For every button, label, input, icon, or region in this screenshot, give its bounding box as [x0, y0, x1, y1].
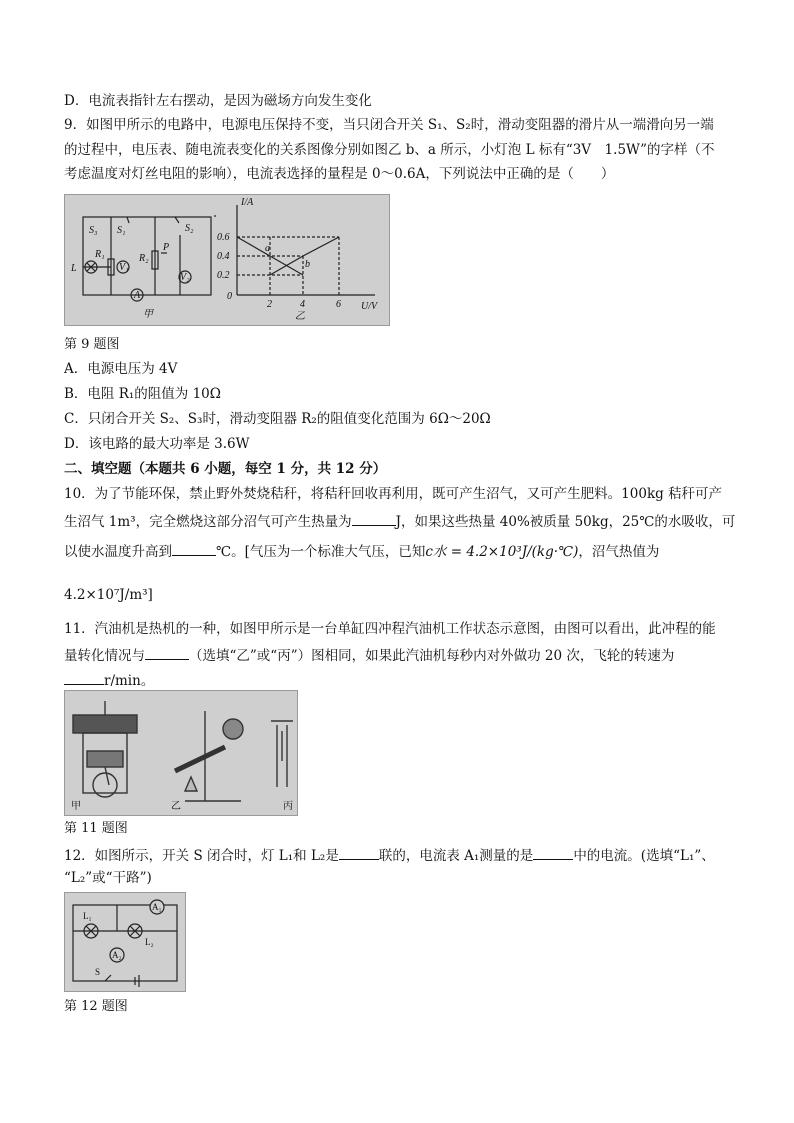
graph-line-b: b	[305, 259, 310, 270]
graph-line-a: a	[265, 243, 270, 254]
q10-text-d: ℃。[气压为一个标准大气压，已知	[216, 544, 426, 560]
option-q9-b: B．电阻 R₁的阻值为 10Ω	[64, 386, 221, 402]
graph-ylabel: I/A	[241, 197, 254, 208]
q10-blank-1[interactable]	[352, 511, 396, 526]
graph-x-tick-1: 2	[267, 299, 272, 310]
fig12-label-l2: L₂	[145, 937, 154, 947]
label-s1: S₁	[117, 225, 126, 236]
q12-text-a: 12．如图所示，开关 S 闭合时，灯 L₁和 L₂是	[64, 848, 339, 864]
q10-text-c: 以使水温度升高到	[64, 544, 172, 560]
graph-origin: 0	[227, 291, 232, 302]
graph-x-tick-2: 4	[300, 299, 305, 310]
fig12-label-s: S	[95, 967, 101, 977]
q10-text-b: J，如果这些热量 40%被质量 50kg，25℃的水吸收，可	[395, 514, 736, 530]
label-l: L	[71, 263, 77, 274]
figure-12-drawing	[65, 893, 185, 991]
question-9-line-2: 的过程中，电压表、随电流表变化的关系图像分别如图乙 b、a 所示，小灯泡 L 标有“3V 1.5W”的字样（不	[64, 142, 715, 158]
figure-12	[64, 892, 186, 992]
q11-blank-2[interactable]	[64, 670, 104, 685]
label-s3: S₃	[89, 225, 98, 236]
fig12-label-a1: A₁	[152, 902, 162, 912]
option-q9-c: C．只闭合开关 S₂、S₃时，滑动变阻器 R₂的阻值变化范围为 6Ω～20Ω	[64, 411, 491, 427]
figure-9	[64, 194, 390, 326]
q11-text-a: 量转化情况与	[64, 648, 145, 664]
question-10-line-2	[64, 511, 735, 531]
label-r2: R₂	[139, 253, 149, 264]
question-11-line-1: 11．汽油机是热机的一种，如图甲所示是一台单缸四冲程汽油机工作状态示意图，由图可以看出，此冲程的能	[64, 621, 716, 637]
label-s2: S₂	[185, 223, 194, 234]
question-12-line-1	[64, 845, 715, 865]
label-a: A	[134, 290, 141, 301]
figure-9-caption: 第 9 题图	[64, 337, 120, 352]
fig12-label-a2: A₂	[112, 950, 122, 960]
label-jia: 甲	[143, 309, 153, 320]
option-q9-d: D．该电路的最大功率是 3.6W	[64, 436, 250, 452]
figure-12-caption: 第 12 题图	[64, 999, 128, 1014]
question-10-line-3	[64, 541, 659, 561]
label-v1: V₁	[119, 262, 129, 273]
label-v2: V₂	[180, 272, 190, 283]
q10-text-e: ，沼气热值为	[578, 544, 660, 560]
q11-text-b: （选填“乙”或“丙”）图相同，如果此汽油机每秒内对外做功 20 次，飞轮的转速为	[189, 648, 675, 664]
figure-11-drawing	[65, 691, 297, 815]
q11-text-c: r/min。	[104, 673, 155, 689]
graph-xlabel: U/V	[361, 301, 378, 312]
fig12-label-l1: L₁	[83, 911, 92, 921]
fig11-label-jia: 甲	[71, 801, 81, 812]
question-11-line-2	[64, 645, 674, 665]
question-11-line-3	[64, 670, 154, 690]
figure-11	[64, 690, 298, 816]
label-p: P	[163, 242, 170, 253]
question-12-line-2: “L₂”或“干路”)	[64, 870, 152, 886]
graph-y-tick-2: 0.4	[217, 251, 230, 262]
q12-blank-2[interactable]	[533, 845, 573, 860]
label-yi: 乙	[295, 311, 305, 322]
q12-text-b: 联的，电流表 A₁测量的是	[378, 848, 534, 864]
q10-blank-2[interactable]	[172, 541, 216, 556]
question-9-line-3: 考虑温度对灯丝电阻的影响），电流表选择的量程是 0～0.6A，下列说法中正确的是（ ）	[64, 166, 615, 182]
q12-blank-1[interactable]	[339, 845, 379, 860]
figure-11-caption: 第 11 题图	[64, 821, 128, 836]
graph-x-tick-3: 6	[336, 299, 341, 310]
graph-y-tick-3: 0.2	[217, 270, 230, 281]
graph-y-tick-1: 0.6	[217, 232, 230, 243]
option-q8-d: D．电流表指针左右摆动，是因为磁场方向发生变化	[64, 93, 372, 109]
q12-text-c: 中的电流。(选填“L₁”、	[573, 848, 715, 864]
question-10-line-4: 4.2×10⁷J/m³]	[64, 587, 153, 603]
fig11-label-bing: 丙	[283, 801, 293, 812]
label-r1: R₁	[95, 249, 105, 260]
fig11-label-yi: 乙	[171, 801, 181, 812]
q10-text-a: 生沼气 1m³，完全燃烧这部分沼气可产生热量为	[64, 514, 352, 530]
question-9-line-1: 9．如图甲所示的电路中，电源电压保持不变，当只闭合开关 S₁、S₂时，滑动变阻器的滑片从一端滑向另一端	[64, 117, 714, 133]
q11-blank-1[interactable]	[145, 645, 189, 660]
figure-9-drawing	[65, 195, 389, 325]
option-q9-a: A．电源电压为 4V	[64, 361, 178, 377]
question-10-line-1: 10．为了节能环保，禁止野外焚烧秸秆，将秸秆回收再利用，既可产生沼气，又可产生肥料。100kg 秸秆可产	[64, 486, 723, 502]
section-2-heading: 二、填空题（本题共 6 小题，每空 1 分，共 12 分）	[64, 461, 387, 477]
q10-formula: c水 = 4.2×10³J/(kg·℃)	[425, 544, 579, 560]
